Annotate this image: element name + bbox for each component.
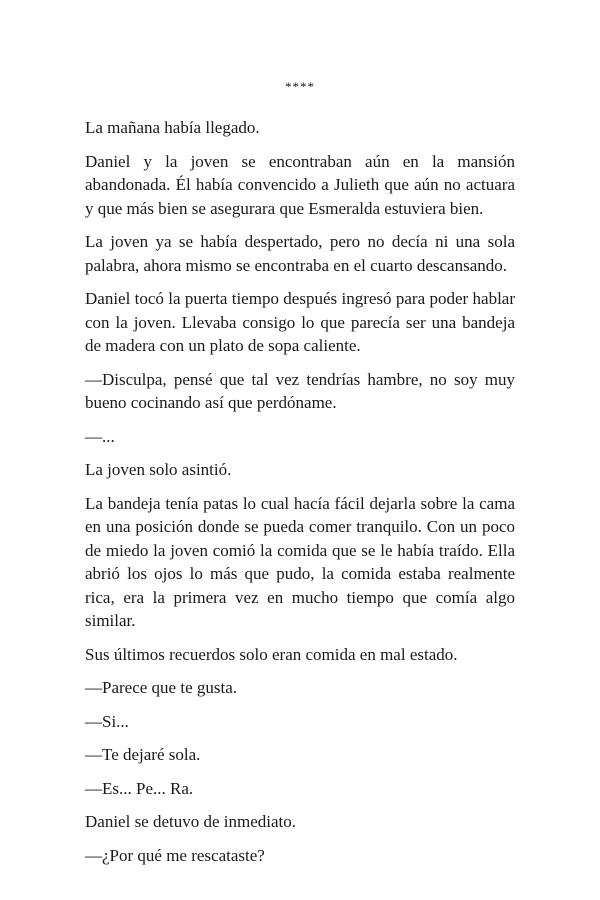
paragraph: Daniel se detuvo de inmediato. bbox=[85, 812, 297, 831]
paragraph: La joven ya se había despertado, pero no decía ni una sola palabra, ahora mismo se encontraba en el cuarto descansando. bbox=[85, 232, 515, 275]
paragraph: La mañana había llegado. bbox=[85, 118, 260, 137]
dialogue-line: —Si... bbox=[85, 711, 129, 731]
paragraph: Sus últimos recuerdos solo eran comida en mal estado. bbox=[85, 644, 458, 664]
scene-separator: **** bbox=[285, 79, 315, 94]
dialogue-line: —¿Por qué me rescataste? bbox=[85, 845, 265, 865]
paragraph: La joven solo asintió. bbox=[85, 460, 232, 479]
dialogue-line: —Es... Pe... Ra. bbox=[85, 778, 194, 798]
dialogue-line: —Disculpa, pensé que tal vez tendrías hambre, no soy muy bueno cocinando así que perdóname. bbox=[85, 369, 515, 412]
paragraph: Daniel tocó la puerta tiempo después ingresó para poder hablar con la joven. Llevaba consigo lo que parecía ser una bandeja de madera con un plato de sopa caliente. bbox=[85, 289, 515, 355]
paragraph: La bandeja tenía patas lo cual hacía fácil dejarla sobre la cama en una posición donde se pueda comer tranquilo. Con un poco de miedo la joven comió la comida que se le había traído. Ella abrió los ojos lo más que pudo, la comida estaba realmente rica, era la primera vez en mucho tiempo que comía algo similar. bbox=[85, 493, 515, 630]
dialogue-line: —... bbox=[85, 426, 115, 446]
paragraph: Daniel y la joven se encontraban aún en la mansión abandonada. Él había convencido a Julieth que aún no actuara y que más bien se asegurara que Esmeralda estuviera bien. bbox=[85, 151, 515, 218]
dialogue-line: —Parece que te gusta. bbox=[85, 678, 237, 697]
dialogue-line: —Te dejaré sola. bbox=[85, 745, 201, 764]
